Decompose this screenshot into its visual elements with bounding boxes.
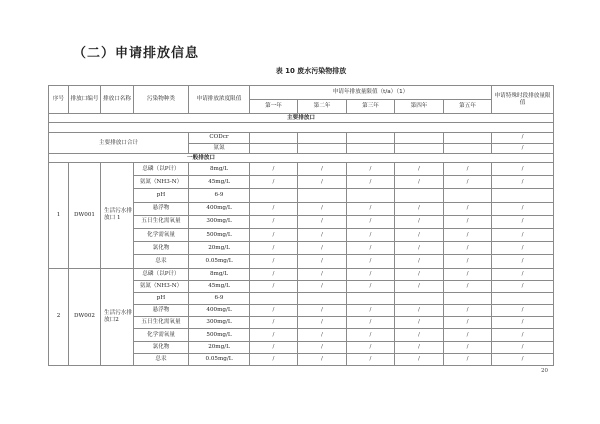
annual-limit-year-3: / bbox=[347, 176, 395, 189]
annual-limit-year-2: / bbox=[298, 215, 347, 228]
special-period-limit: / bbox=[492, 215, 554, 228]
concentration-limit: 300mg/L bbox=[189, 215, 250, 228]
annual-limit-year-5: / bbox=[444, 341, 492, 353]
concentration-limit: 0.05mg/L bbox=[189, 255, 250, 268]
pollutant-type: 总磷（以P计） bbox=[134, 163, 189, 176]
pollutant-type: 氨氮（NH3-N） bbox=[134, 176, 189, 189]
header-seq: 序号 bbox=[49, 86, 69, 114]
empty-row bbox=[49, 123, 554, 133]
special-period-limit: / bbox=[492, 280, 554, 292]
annual-limit-year-4: / bbox=[395, 215, 444, 228]
annual-limit-year-4 bbox=[395, 189, 444, 202]
empty-cell bbox=[49, 123, 554, 133]
concentration-limit: 8mg/L bbox=[189, 163, 250, 176]
table-caption: 表 10 废水污染物排放 bbox=[275, 67, 347, 75]
annual-limit-year-4: / bbox=[395, 242, 444, 255]
annual-limit-year-4: / bbox=[395, 353, 444, 365]
outlet-seq: 1 bbox=[49, 163, 69, 269]
annual-limit-year-1: / bbox=[250, 255, 298, 268]
annual-limit-year-1: / bbox=[250, 317, 298, 329]
annual-limit-year-2 bbox=[298, 189, 347, 202]
special-period-limit: / bbox=[492, 268, 554, 280]
concentration-limit: 45mg/L bbox=[189, 280, 250, 292]
annual-limit-year-1 bbox=[250, 292, 298, 304]
annual-limit-year-4: / bbox=[395, 329, 444, 341]
header-outlet-name: 排放口名称 bbox=[101, 86, 134, 114]
main-total-label: 主要排放口合计 bbox=[49, 133, 189, 154]
header-outlet-code: 排放口编号 bbox=[69, 86, 101, 114]
annual-limit-year-2: / bbox=[298, 305, 347, 317]
annual-limit-year-1: / bbox=[250, 215, 298, 228]
pollutant-type: 悬浮物 bbox=[134, 305, 189, 317]
annual-limit-year-4 bbox=[395, 292, 444, 304]
annual-limit-year-4: / bbox=[395, 341, 444, 353]
pollutant-type: 化学需氧量 bbox=[134, 228, 189, 241]
pollutant-type: 总汞 bbox=[134, 353, 189, 365]
pollutant-type: 氯化物 bbox=[134, 341, 189, 353]
page-number: 20 bbox=[541, 368, 548, 374]
annual-limit-year-2: / bbox=[298, 353, 347, 365]
annual-limit-year-1: / bbox=[250, 305, 298, 317]
annual-limit-year-5: / bbox=[444, 215, 492, 228]
total-pollutant-nh3: 氨氮 bbox=[189, 143, 250, 154]
annual-limit-year-4: / bbox=[395, 163, 444, 176]
outlet-data-row bbox=[49, 163, 554, 176]
annual-limit-year-4: / bbox=[395, 176, 444, 189]
special-period-limit: / bbox=[492, 242, 554, 255]
pollutant-type: pH bbox=[134, 292, 189, 304]
annual-limit-year-3: / bbox=[347, 215, 395, 228]
annual-limit-year-5: / bbox=[444, 242, 492, 255]
total-special-nh3: / bbox=[492, 143, 554, 154]
special-period-limit bbox=[492, 292, 554, 304]
pollutant-type: 五日生化需氧量 bbox=[134, 317, 189, 329]
annual-limit-year-2: / bbox=[298, 268, 347, 280]
outlet-code: DW001 bbox=[69, 163, 101, 269]
pollutant-type: pH bbox=[134, 189, 189, 202]
total-year-cell bbox=[395, 143, 444, 154]
annual-limit-year-1: / bbox=[250, 353, 298, 365]
concentration-limit: 400mg/L bbox=[189, 305, 250, 317]
annual-limit-year-4: / bbox=[395, 268, 444, 280]
annual-limit-year-1: / bbox=[250, 280, 298, 292]
annual-limit-year-2: / bbox=[298, 329, 347, 341]
annual-limit-year-5: / bbox=[444, 305, 492, 317]
annual-limit-year-3: / bbox=[347, 163, 395, 176]
concentration-limit: 45mg/L bbox=[189, 176, 250, 189]
annual-limit-year-2: / bbox=[298, 228, 347, 241]
annual-limit-year-2: / bbox=[298, 163, 347, 176]
annual-limit-year-2: / bbox=[298, 280, 347, 292]
annual-limit-year-3: / bbox=[347, 305, 395, 317]
annual-limit-year-3: / bbox=[347, 255, 395, 268]
annual-limit-year-3: / bbox=[347, 242, 395, 255]
annual-limit-year-1: / bbox=[250, 228, 298, 241]
annual-limit-year-4: / bbox=[395, 305, 444, 317]
annual-limit-year-5: / bbox=[444, 268, 492, 280]
annual-limit-year-5: / bbox=[444, 176, 492, 189]
annual-limit-year-2: / bbox=[298, 242, 347, 255]
annual-limit-year-1: / bbox=[250, 176, 298, 189]
annual-limit-year-4: / bbox=[395, 255, 444, 268]
pollutant-type: 化学需氧量 bbox=[134, 329, 189, 341]
annual-limit-year-3: / bbox=[347, 329, 395, 341]
annual-limit-year-5: / bbox=[444, 255, 492, 268]
annual-limit-year-5: / bbox=[444, 353, 492, 365]
special-period-limit: / bbox=[492, 305, 554, 317]
annual-limit-year-4: / bbox=[395, 202, 444, 215]
special-period-limit bbox=[492, 189, 554, 202]
total-year-cell bbox=[250, 143, 298, 154]
concentration-limit: 6-9 bbox=[189, 189, 250, 202]
pollutant-type: 悬浮物 bbox=[134, 202, 189, 215]
outlet-data-row bbox=[49, 268, 554, 280]
annual-limit-year-1: / bbox=[250, 329, 298, 341]
annual-limit-year-4: / bbox=[395, 317, 444, 329]
header-concentration: 申请排放浓度限值 bbox=[189, 86, 250, 114]
general-outlet-section-row bbox=[49, 154, 554, 163]
annual-limit-year-3 bbox=[347, 292, 395, 304]
annual-limit-year-1: / bbox=[250, 268, 298, 280]
concentration-limit: 8mg/L bbox=[189, 268, 250, 280]
annual-limit-year-3: / bbox=[347, 353, 395, 365]
concentration-limit: 500mg/L bbox=[189, 228, 250, 241]
concentration-limit: 20mg/L bbox=[189, 242, 250, 255]
annual-limit-year-4: / bbox=[395, 280, 444, 292]
total-year-cell bbox=[347, 143, 395, 154]
annual-limit-year-1: / bbox=[250, 163, 298, 176]
annual-limit-year-5 bbox=[444, 292, 492, 304]
header-year-4: 第四年 bbox=[395, 100, 444, 114]
pollutant-type: 五日生化需氧量 bbox=[134, 215, 189, 228]
section-title: （二）申请排放信息 bbox=[73, 46, 200, 61]
annual-limit-year-3 bbox=[347, 189, 395, 202]
special-period-limit: / bbox=[492, 228, 554, 241]
special-period-limit: / bbox=[492, 329, 554, 341]
main-outlet-label: 主要排放口 bbox=[49, 114, 554, 123]
annual-limit-year-3: / bbox=[347, 280, 395, 292]
concentration-limit: 20mg/L bbox=[189, 341, 250, 353]
outlet-seq: 2 bbox=[49, 268, 69, 366]
general-outlet-label: 一般排放口 bbox=[49, 154, 554, 163]
special-period-limit: / bbox=[492, 163, 554, 176]
special-period-limit: / bbox=[492, 176, 554, 189]
annual-limit-year-4: / bbox=[395, 228, 444, 241]
outlet-name: 生活污水排放口2 bbox=[101, 268, 134, 366]
total-year-cell bbox=[444, 133, 492, 144]
total-year-cell bbox=[347, 133, 395, 144]
pollutant-type: 总汞 bbox=[134, 255, 189, 268]
pollutant-type: 总磷（以P计） bbox=[134, 268, 189, 280]
header-special: 申请特殊时段排放量限值 bbox=[492, 86, 554, 114]
pollutant-type: 氯化物 bbox=[134, 242, 189, 255]
concentration-limit: 0.05mg/L bbox=[189, 353, 250, 365]
annual-limit-year-5: / bbox=[444, 202, 492, 215]
annual-limit-year-2: / bbox=[298, 317, 347, 329]
annual-limit-year-3: / bbox=[347, 268, 395, 280]
special-period-limit: / bbox=[492, 353, 554, 365]
total-year-cell bbox=[250, 133, 298, 144]
total-year-cell bbox=[395, 133, 444, 144]
main-outlet-section-row bbox=[49, 114, 554, 123]
concentration-limit: 6-9 bbox=[189, 292, 250, 304]
annual-limit-year-3: / bbox=[347, 228, 395, 241]
annual-limit-year-5: / bbox=[444, 280, 492, 292]
total-year-cell bbox=[444, 143, 492, 154]
annual-limit-year-2: / bbox=[298, 202, 347, 215]
concentration-limit: 500mg/L bbox=[189, 329, 250, 341]
annual-limit-year-5: / bbox=[444, 228, 492, 241]
header-year-5: 第五年 bbox=[444, 100, 492, 114]
header-row bbox=[49, 86, 554, 100]
annual-limit-year-2 bbox=[298, 292, 347, 304]
total-special-cod: / bbox=[492, 133, 554, 144]
annual-limit-year-3: / bbox=[347, 202, 395, 215]
total-pollutant-cod: CODcr bbox=[189, 133, 250, 144]
total-year-cell bbox=[298, 143, 347, 154]
annual-limit-year-1 bbox=[250, 189, 298, 202]
annual-limit-year-3: / bbox=[347, 317, 395, 329]
header-year-2: 第二年 bbox=[298, 100, 347, 114]
header-pollutant: 污染物种类 bbox=[134, 86, 189, 114]
annual-limit-year-3: / bbox=[347, 341, 395, 353]
annual-limit-year-1: / bbox=[250, 341, 298, 353]
special-period-limit: / bbox=[492, 317, 554, 329]
annual-limit-year-2: / bbox=[298, 255, 347, 268]
annual-limit-year-2: / bbox=[298, 341, 347, 353]
concentration-limit: 300mg/L bbox=[189, 317, 250, 329]
pollutant-type: 氨氮（NH3-N） bbox=[134, 280, 189, 292]
special-period-limit: / bbox=[492, 202, 554, 215]
special-period-limit: / bbox=[492, 341, 554, 353]
outlet-code: DW002 bbox=[69, 268, 101, 366]
special-period-limit: / bbox=[492, 255, 554, 268]
annual-limit-year-5: / bbox=[444, 317, 492, 329]
outlet-name: 生活污水排放口 1 bbox=[101, 163, 134, 269]
annual-limit-year-1: / bbox=[250, 242, 298, 255]
header-year-1: 第一年 bbox=[250, 100, 298, 114]
header-annual-limit: 申请年排放量限值（t/a）（1） bbox=[250, 86, 492, 100]
header-year-3: 第三年 bbox=[347, 100, 395, 114]
wastewater-emission-table bbox=[48, 85, 554, 366]
concentration-limit: 400mg/L bbox=[189, 202, 250, 215]
annual-limit-year-5: / bbox=[444, 163, 492, 176]
main-total-row bbox=[49, 133, 554, 144]
annual-limit-year-1: / bbox=[250, 202, 298, 215]
annual-limit-year-5 bbox=[444, 189, 492, 202]
annual-limit-year-2: / bbox=[298, 176, 347, 189]
total-year-cell bbox=[298, 133, 347, 144]
annual-limit-year-5: / bbox=[444, 329, 492, 341]
